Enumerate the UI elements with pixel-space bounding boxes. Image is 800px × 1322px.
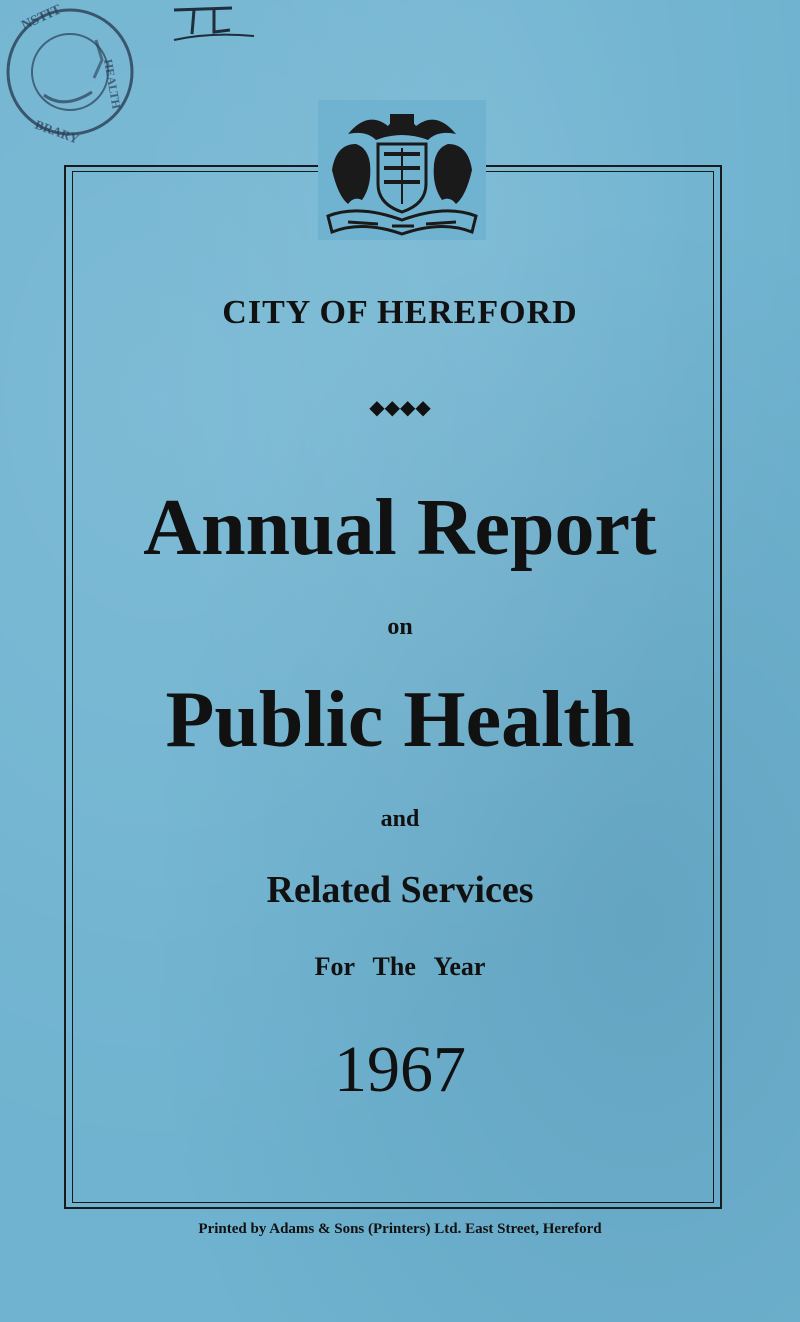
diamond-ornament: ◆◆◆◆ [369,397,431,419]
svg-text:BRARY: BRARY [32,116,82,147]
connector-and: and [380,806,420,832]
report-subtitle: Related Services [266,869,534,911]
period-label: For The Year [314,952,486,981]
report-title-public-health: Public Health [165,676,635,764]
svg-text:HEALTH: HEALTH [101,58,124,111]
printer-imprint: Printed by Adams & Sons (Printers) Ltd. East Street, Hereford [198,1221,602,1237]
city-title: CITY OF HEREFORD [222,294,578,331]
report-title-annual-report: Annual Report [143,484,657,572]
report-year: 1967 [334,1033,466,1106]
coat-of-arms-crest [318,100,486,240]
svg-text:NSTIT: NSTIT [19,2,64,34]
library-stamp [4,0,136,150]
connector-on: on [387,614,413,640]
shelf-mark [170,2,260,42]
